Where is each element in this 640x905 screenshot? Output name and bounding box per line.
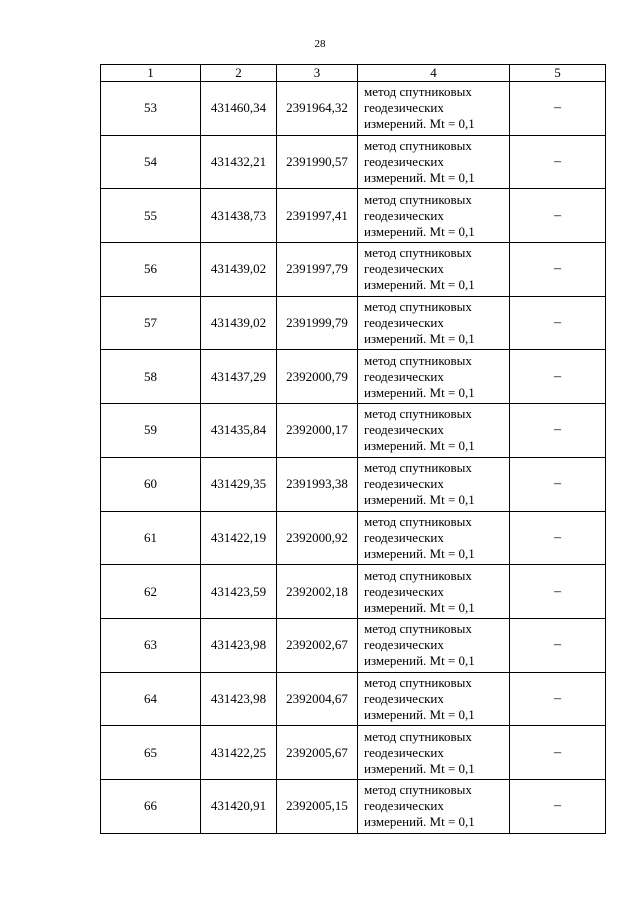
table-header-row [101,65,606,82]
y-coordinate-cell: 2392000,79 [277,350,358,404]
method-line: метод спутниковых [364,406,472,422]
y-coordinate-cell: 2391999,79 [277,296,358,350]
column-header-5: 5 [510,65,606,82]
method-line: метод спутниковых [364,245,472,261]
y-coordinate-cell: 2392004,67 [277,672,358,726]
method-cell [358,726,510,780]
method-line: геодезических [364,798,444,814]
y-coordinate-cell: 2392000,17 [277,404,358,458]
method-line: геодезических [364,368,444,384]
method-line: метод спутниковых [364,621,472,637]
method-line: геодезических [364,422,444,438]
y-coordinate-cell: 2392005,67 [277,726,358,780]
note-cell: – [510,457,606,511]
note-cell: – [510,511,606,565]
method-line: измерений. Mt = 0,1 [364,814,475,830]
table-row [101,672,606,726]
method-cell [358,779,510,833]
point-number-cell: 57 [101,296,201,350]
method-line: измерений. Mt = 0,1 [364,170,475,186]
method-cell [358,565,510,619]
column-header-3: 3 [277,65,358,82]
method-line: измерений. Mt = 0,1 [364,706,475,722]
x-coordinate-cell: 431423,59 [201,565,277,619]
y-coordinate-cell: 2392002,18 [277,565,358,619]
note-cell: – [510,726,606,780]
x-coordinate-cell: 431423,98 [201,672,277,726]
method-line: метод спутниковых [364,138,472,154]
table-row [101,189,606,243]
x-coordinate-cell: 431439,02 [201,296,277,350]
method-line: измерений. Mt = 0,1 [364,545,475,561]
table-row [101,726,606,780]
column-header-1: 1 [101,65,201,82]
method-line: метод спутниковых [364,191,472,207]
method-cell [358,457,510,511]
table-row [101,511,606,565]
x-coordinate-cell: 431422,25 [201,726,277,780]
point-number-cell: 64 [101,672,201,726]
y-coordinate-cell: 2391993,38 [277,457,358,511]
note-cell: – [510,82,606,136]
note-cell: – [510,189,606,243]
note-cell: – [510,404,606,458]
note-cell: – [510,672,606,726]
method-line: геодезических [364,207,444,223]
note-cell: – [510,243,606,297]
point-number-cell: 58 [101,350,201,404]
method-line: геодезических [364,315,444,331]
note-cell: – [510,135,606,189]
method-line: метод спутниковых [364,567,472,583]
y-coordinate-cell: 2392005,15 [277,779,358,833]
x-coordinate-cell: 431423,98 [201,618,277,672]
point-number-cell: 54 [101,135,201,189]
note-cell: – [510,296,606,350]
table-row [101,350,606,404]
point-number-cell: 63 [101,618,201,672]
y-coordinate-cell: 2391997,79 [277,243,358,297]
table-body [101,82,606,834]
method-cell [358,350,510,404]
table-row [101,82,606,136]
method-line: метод спутниковых [364,782,472,798]
x-coordinate-cell: 431460,34 [201,82,277,136]
note-cell: – [510,618,606,672]
y-coordinate-cell: 2391997,41 [277,189,358,243]
method-cell [358,672,510,726]
y-coordinate-cell: 2391990,57 [277,135,358,189]
x-coordinate-cell: 431420,91 [201,779,277,833]
method-line: измерений. Mt = 0,1 [364,277,475,293]
y-coordinate-cell: 2391964,32 [277,82,358,136]
coordinates-table [100,64,606,834]
method-line: метод спутниковых [364,299,472,315]
method-line: метод спутниковых [364,460,472,476]
note-cell: – [510,565,606,619]
table-row [101,457,606,511]
point-number-cell: 61 [101,511,201,565]
x-coordinate-cell: 431437,29 [201,350,277,404]
method-line: геодезических [364,529,444,545]
method-line: геодезических [364,744,444,760]
method-line: измерений. Mt = 0,1 [364,760,475,776]
point-number-cell: 56 [101,243,201,297]
method-cell [358,189,510,243]
x-coordinate-cell: 431422,19 [201,511,277,565]
method-line: метод спутниковых [364,513,472,529]
method-cell [358,243,510,297]
point-number-cell: 55 [101,189,201,243]
table-row [101,404,606,458]
table-row [101,618,606,672]
method-line: геодезических [364,637,444,653]
table-row [101,565,606,619]
note-cell: – [510,350,606,404]
method-line: измерений. Mt = 0,1 [364,331,475,347]
method-line: измерений. Mt = 0,1 [364,599,475,615]
point-number-cell: 59 [101,404,201,458]
table-row [101,243,606,297]
method-line: метод спутниковых [364,84,472,100]
point-number-cell: 65 [101,726,201,780]
method-line: измерений. Mt = 0,1 [364,438,475,454]
y-coordinate-cell: 2392002,67 [277,618,358,672]
column-header-4: 4 [358,65,510,82]
y-coordinate-cell: 2392000,92 [277,511,358,565]
table-row [101,135,606,189]
method-line: метод спутниковых [364,352,472,368]
method-cell [358,82,510,136]
method-line: измерений. Mt = 0,1 [364,384,475,400]
x-coordinate-cell: 431439,02 [201,243,277,297]
x-coordinate-cell: 431429,35 [201,457,277,511]
method-line: геодезических [364,476,444,492]
method-line: измерений. Mt = 0,1 [364,223,475,239]
x-coordinate-cell: 431432,21 [201,135,277,189]
method-cell [358,404,510,458]
method-line: метод спутниковых [364,728,472,744]
method-line: геодезических [364,154,444,170]
x-coordinate-cell: 431438,73 [201,189,277,243]
method-line: измерений. Mt = 0,1 [364,116,475,132]
method-line: геодезических [364,100,444,116]
x-coordinate-cell: 431435,84 [201,404,277,458]
method-cell [358,135,510,189]
method-cell [358,296,510,350]
point-number-cell: 53 [101,82,201,136]
method-cell [358,618,510,672]
method-line: геодезических [364,583,444,599]
note-cell: – [510,779,606,833]
method-line: метод спутниковых [364,674,472,690]
method-line: измерений. Mt = 0,1 [364,492,475,508]
method-line: геодезических [364,261,444,277]
page-number: 28 [314,38,326,50]
point-number-cell: 62 [101,565,201,619]
column-header-2: 2 [201,65,277,82]
point-number-cell: 66 [101,779,201,833]
point-number-cell: 60 [101,457,201,511]
table-row [101,296,606,350]
table-row [101,779,606,833]
method-line: геодезических [364,690,444,706]
method-cell [358,511,510,565]
method-line: измерений. Mt = 0,1 [364,653,475,669]
